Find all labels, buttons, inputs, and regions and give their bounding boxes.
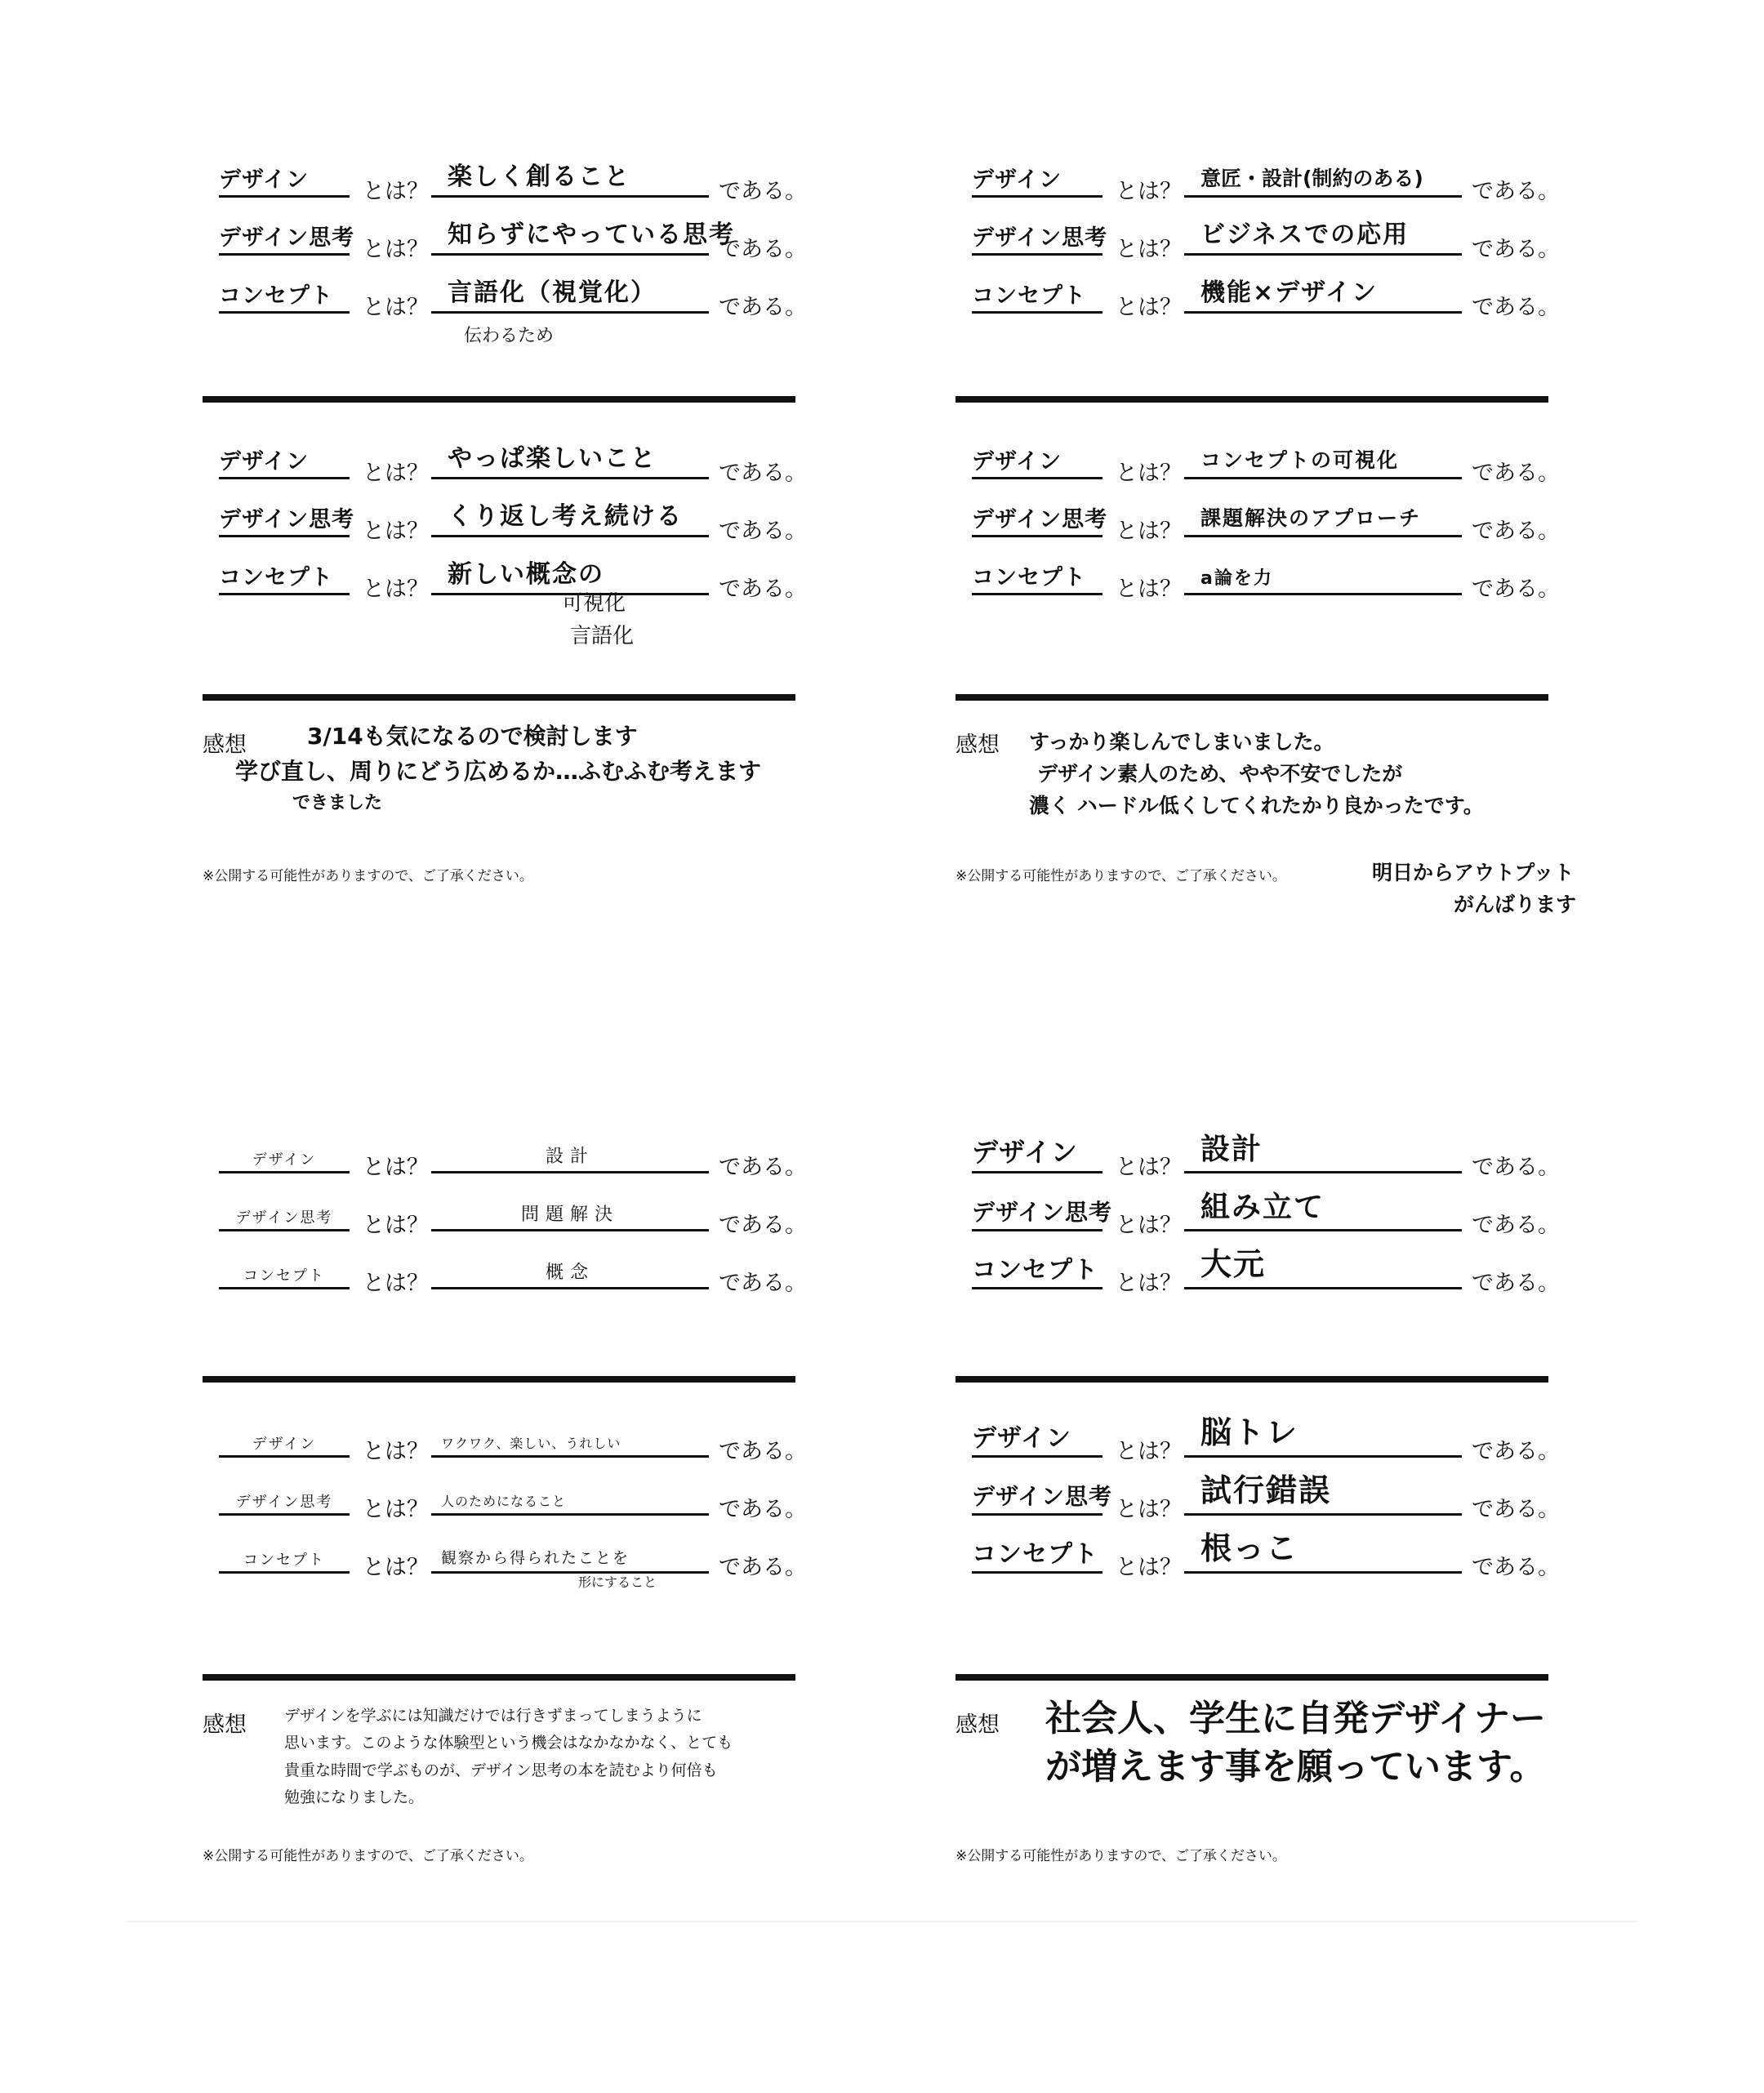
dearu-label: である。 (719, 1555, 807, 1580)
answer-field: 人のためになること (431, 1473, 709, 1516)
toha-label: とは？ (1116, 1497, 1182, 1522)
question-row (956, 1247, 1592, 1296)
comment-line: できました (292, 792, 383, 813)
question-row (203, 495, 840, 544)
comment-line: 貴重な時間で学ぶものが、デザイン思考の本を読むより何倍も (284, 1761, 718, 1779)
dearu-label: である。 (1472, 461, 1560, 486)
question-row (956, 1473, 1592, 1522)
answer-field: 観察から得られたことを (431, 1531, 709, 1574)
impression-comment (284, 1703, 733, 1811)
answer-field: やっぱ楽しいこと (431, 437, 709, 479)
dearu-label: である。 (719, 1497, 807, 1522)
answer-field: 問題解決 (431, 1189, 709, 1231)
comment-line: 社会人、学生に自発デザイナー (1045, 1698, 1546, 1739)
term-label: デザイン (972, 155, 1102, 198)
comment-line: すっかり楽しんでしまいました。 (1029, 730, 1334, 754)
impression-comment-continued (1372, 857, 1576, 921)
question-row (203, 1189, 840, 1238)
answer-field: 概念 (431, 1247, 709, 1289)
answer-field: 課題解決のアプローチ (1184, 495, 1462, 537)
term-label: コンセプト (219, 1247, 350, 1289)
term-label: デザイン思考 (219, 1189, 350, 1231)
answer-field: a論を力 (1184, 553, 1462, 595)
dearu-label: である。 (719, 519, 807, 544)
impression-comment (1045, 1694, 1546, 1792)
toha-label: とは？ (363, 295, 429, 320)
term-label: コンセプト (972, 271, 1102, 314)
question-row (956, 1189, 1592, 1238)
question-row (203, 1415, 840, 1464)
toha-label: とは？ (363, 1271, 429, 1296)
toha-label: とは？ (363, 1439, 429, 1464)
toha-label: とは？ (1116, 1155, 1182, 1180)
comment-line: 学び直し、周りにどう広めるか…ふむふむ考えます (235, 758, 762, 786)
term-label: デザイン (219, 1415, 350, 1458)
term-label: デザイン (219, 155, 350, 198)
section-divider (956, 1674, 1548, 1681)
question-row (956, 271, 1592, 320)
question-row (956, 155, 1592, 204)
answer-field: 試行錯誤 (1184, 1473, 1462, 1516)
toha-label: とは？ (1116, 1213, 1182, 1238)
toha-label: とは？ (1116, 577, 1182, 602)
answer-note: 形にすること (578, 1574, 657, 1590)
toha-label: とは？ (363, 179, 429, 204)
term-label: コンセプト (219, 553, 350, 595)
answer-note: 言語化 (570, 624, 635, 648)
answer-field: 言語化（視覚化） (431, 271, 709, 314)
answer-field: 新しい概念の (431, 553, 709, 595)
question-row (203, 1473, 840, 1522)
dearu-label: である。 (1472, 295, 1560, 320)
impression-comment (235, 719, 761, 817)
answer-note: 可視化 (562, 591, 626, 616)
page-bottom-rule (127, 1921, 1637, 1922)
toha-label: とは？ (1116, 237, 1182, 262)
dearu-label: である。 (1472, 1555, 1560, 1580)
dearu-label: である。 (1472, 1213, 1560, 1238)
question-row (203, 1531, 840, 1580)
toha-label: とは？ (363, 519, 429, 544)
question-row (203, 1247, 840, 1296)
toha-label: とは？ (1116, 1555, 1182, 1580)
answer-field: 脳トレ (1184, 1415, 1462, 1458)
term-label: デザイン思考 (219, 213, 350, 256)
toha-label: とは？ (363, 1213, 429, 1238)
dearu-label: である。 (1472, 237, 1560, 262)
publication-notice: ※公開する可能性がありますので、ご了承ください。 (956, 868, 1286, 884)
answer-field: 設計 (431, 1131, 709, 1173)
term-label: デザイン (972, 1131, 1102, 1173)
question-row (956, 437, 1592, 486)
question-row (956, 1531, 1592, 1580)
answer-field: 楽しく創ること (431, 155, 709, 198)
dearu-label: である。 (719, 295, 807, 320)
toha-label: とは？ (363, 461, 429, 486)
toha-label: とは？ (1116, 519, 1182, 544)
comment-line: 思います。このような体験型という機会はなかなかなく、とても (284, 1734, 733, 1752)
question-row (956, 495, 1592, 544)
term-label: コンセプト (972, 1531, 1102, 1574)
answer-field: 根っこ (1184, 1531, 1462, 1574)
answer-field: 意匠・設計(制約のある) (1184, 155, 1462, 198)
comment-line: 濃く ハードル低くしてくれたかり良かったです。 (1029, 793, 1484, 817)
publication-notice: ※公開する可能性がありますので、ご了承ください。 (203, 1848, 533, 1864)
term-label: デザイン (219, 1131, 350, 1173)
section-divider (203, 694, 795, 701)
answer-field: 知らずにやっている思考 (431, 213, 709, 256)
question-row (203, 437, 840, 486)
toha-label: とは？ (1116, 1271, 1182, 1296)
question-row (203, 1131, 840, 1180)
answer-field: コンセプトの可視化 (1184, 437, 1462, 479)
impression-label: 感想 (956, 733, 1000, 758)
term-label: コンセプト (972, 553, 1102, 595)
toha-label: とは？ (1116, 179, 1182, 204)
toha-label: とは？ (1116, 295, 1182, 320)
dearu-label: である。 (1472, 519, 1560, 544)
term-label: デザイン (972, 1415, 1102, 1458)
question-row (203, 553, 840, 602)
toha-label: とは？ (363, 1555, 429, 1580)
toha-label: とは？ (1116, 1439, 1182, 1464)
impression-label: 感想 (203, 1712, 247, 1738)
dearu-label: である。 (1472, 179, 1560, 204)
answer-field: 設計 (1184, 1131, 1462, 1173)
term-label: デザイン思考 (972, 213, 1102, 256)
dearu-label: である。 (719, 1213, 807, 1238)
toha-label: とは？ (363, 577, 429, 602)
toha-label: とは？ (363, 1497, 429, 1522)
term-label: デザイン (219, 437, 350, 479)
term-label: デザイン思考 (219, 1473, 350, 1516)
question-row (203, 213, 840, 262)
toha-label: とは？ (363, 1155, 429, 1180)
comment-line: がんばります (1454, 892, 1577, 916)
term-label: コンセプト (219, 1531, 350, 1574)
term-label: コンセプト (972, 1247, 1102, 1289)
comment-line: 勉強になりました。 (284, 1788, 425, 1806)
comment-line: 3/14も気になるので検討します (307, 723, 638, 750)
impression-comment (1029, 727, 1484, 822)
term-label: デザイン思考 (972, 495, 1102, 537)
question-row (956, 553, 1592, 602)
answer-field: ワクワク、楽しい、うれしい (431, 1415, 709, 1458)
comment-line: デザインを学ぶには知識だけでは行きずまってしまうように (284, 1707, 702, 1725)
comment-line: 明日からアウトプット (1372, 861, 1575, 884)
dearu-label: である。 (719, 577, 807, 602)
question-row (203, 271, 840, 320)
section-divider (956, 1376, 1548, 1383)
answer-field: 大元 (1184, 1247, 1462, 1289)
dearu-label: である。 (1472, 1439, 1560, 1464)
answer-field: 組み立て (1184, 1189, 1462, 1231)
impression-label: 感想 (203, 733, 247, 758)
dearu-label: である。 (719, 461, 807, 486)
comment-line: が増えます事を願っています。 (1045, 1746, 1546, 1788)
term-label: デザイン思考 (972, 1473, 1102, 1516)
dearu-label: である。 (719, 1271, 807, 1296)
comment-line: デザイン素人のため、やや不安でしたが (1037, 761, 1403, 786)
dearu-label: である。 (1472, 1497, 1560, 1522)
answer-field: くり返し考え続ける (431, 495, 709, 537)
section-divider (203, 1376, 795, 1383)
dearu-label: である。 (719, 237, 807, 262)
answer-field: ビジネスでの応用 (1184, 213, 1462, 256)
question-row (956, 1131, 1592, 1180)
section-divider (956, 396, 1548, 403)
section-divider (203, 1674, 795, 1681)
section-divider (956, 694, 1548, 701)
dearu-label: である。 (1472, 1155, 1560, 1180)
publication-notice: ※公開する可能性がありますので、ご了承ください。 (203, 868, 533, 884)
toha-label: とは？ (1116, 461, 1182, 486)
impression-label: 感想 (956, 1712, 1000, 1738)
question-row (203, 155, 840, 204)
dearu-label: である。 (719, 1155, 807, 1180)
publication-notice: ※公開する可能性がありますので、ご了承ください。 (956, 1848, 1286, 1864)
term-label: デザイン思考 (219, 495, 350, 537)
section-divider (203, 396, 795, 403)
term-label: コンセプト (219, 271, 350, 314)
dearu-label: である。 (719, 179, 807, 204)
dearu-label: である。 (719, 1439, 807, 1464)
toha-label: とは？ (363, 237, 429, 262)
question-row (956, 1415, 1592, 1464)
answer-note: 伝わるため (464, 326, 555, 346)
answer-field: 機能×デザイン (1184, 271, 1462, 314)
question-row (956, 213, 1592, 262)
term-label: デザイン思考 (972, 1189, 1102, 1231)
dearu-label: である。 (1472, 1271, 1560, 1296)
dearu-label: である。 (1472, 577, 1560, 602)
term-label: デザイン (972, 437, 1102, 479)
